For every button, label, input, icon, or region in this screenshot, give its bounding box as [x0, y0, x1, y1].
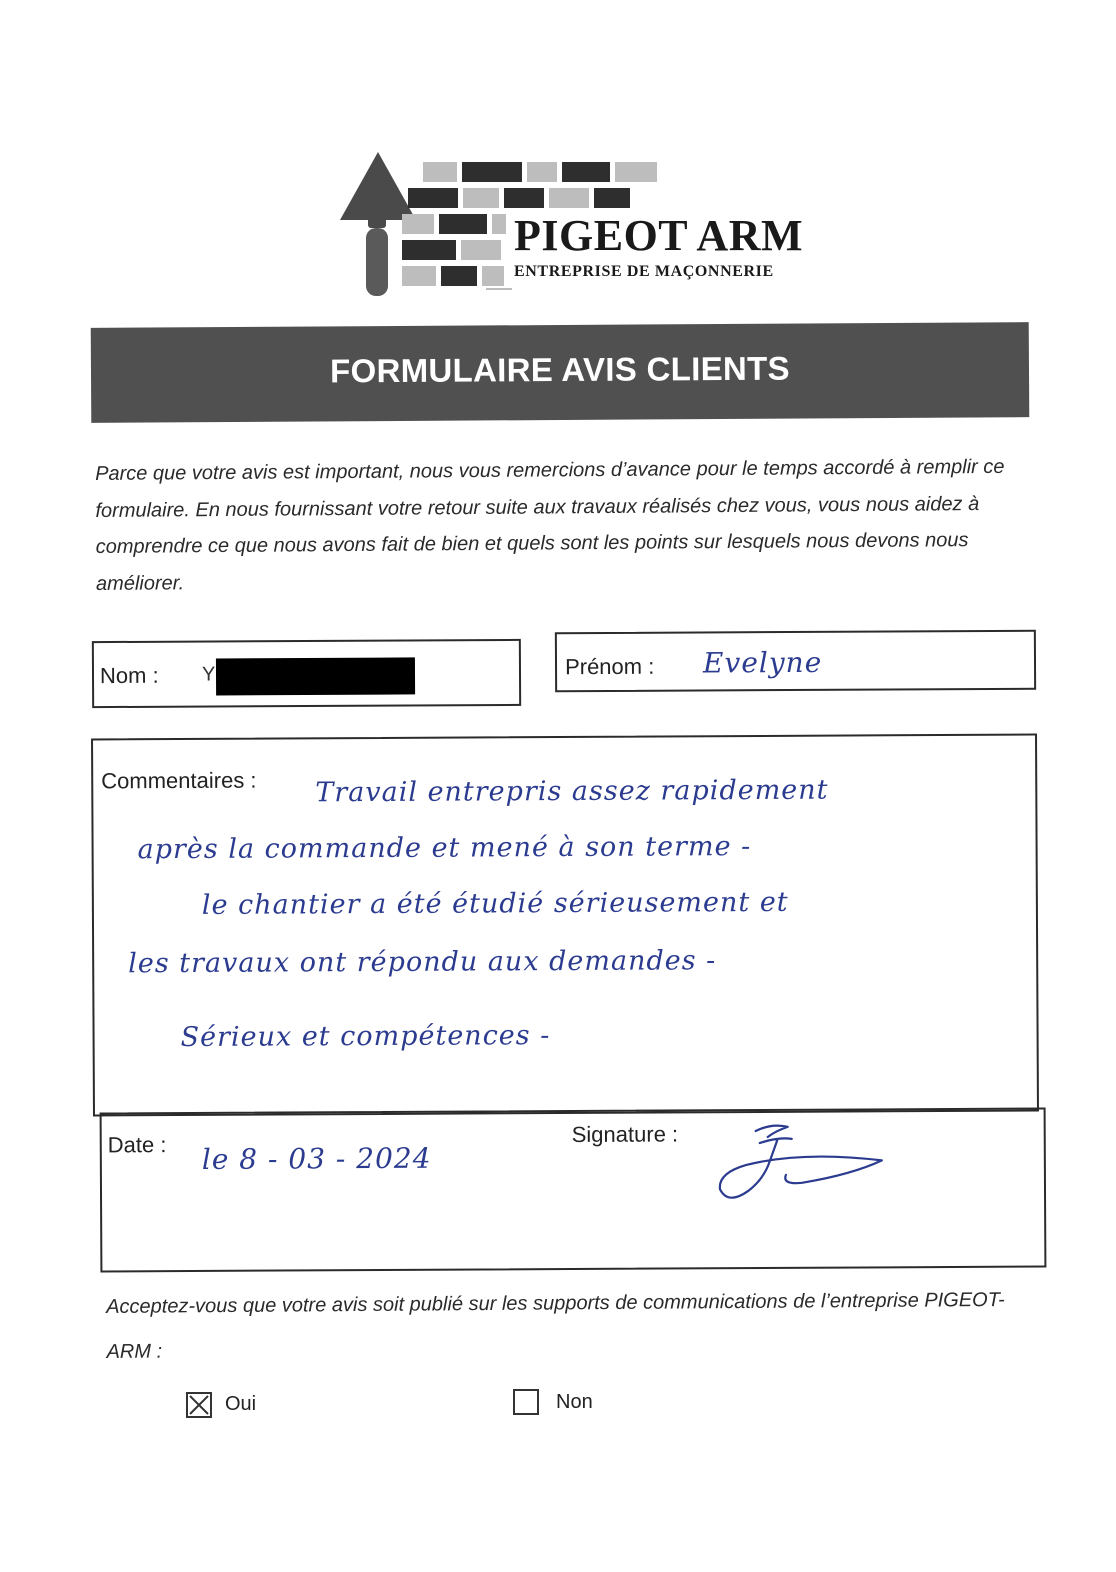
comment-line: après la commande et mené à son terme -: [137, 831, 752, 866]
comment-line: le chantier a été étudié sérieusement et: [201, 886, 789, 921]
page-title: FORMULAIRE AVIS CLIENTS: [329, 349, 790, 390]
date-signature-field[interactable]: [100, 1108, 1047, 1273]
comment-line: les travaux ont répondu aux demandes -: [128, 945, 717, 980]
company-logo: [338, 150, 838, 300]
consent-question: Acceptez-vous que votre avis soit publié sur les supports de communications de l’entreprise PIGEOT-ARM :: [106, 1288, 1005, 1363]
brand-subtitle: ENTREPRISE DE MAÇONNERIE: [514, 263, 774, 280]
prenom-field[interactable]: [555, 630, 1036, 693]
comment-line: Sérieux et compétences -: [180, 1020, 551, 1054]
date-value: le 8 - 03 - 2024: [201, 1141, 432, 1176]
redaction-bar: [216, 657, 415, 695]
prenom-value: Evelyne: [702, 645, 823, 680]
non-checkbox[interactable]: [513, 1389, 539, 1415]
comments-field[interactable]: [91, 734, 1039, 1117]
oui-checkbox[interactable]: [186, 1392, 212, 1418]
comment-line: Travail entrepris assez rapidement: [315, 774, 829, 809]
intro-paragraph: Parce que votre avis est important, nous vous remercions d’avance pour le temps accordé à remplir ce formulaire. En nous fournissant votre retour suite aux travaux réalisés chez vous, vous nous aidez à comprendre ce que nous avons fait de bien et quels sont les points sur lesquels nous devons nous améliorer.: [95, 455, 1005, 595]
date-label: Date :: [107, 1132, 167, 1158]
title-banner: [91, 322, 1030, 423]
comments-label: Commentaires :: [101, 767, 257, 794]
non-label: Non: [556, 1391, 593, 1413]
brand-name: PIGEOT ARM: [514, 211, 804, 260]
nom-field[interactable]: [92, 639, 521, 708]
signature-label: Signature :: [571, 1121, 679, 1148]
nom-value: Y: [201, 663, 216, 686]
check-mark-icon: [188, 1394, 210, 1416]
nom-label: Nom :: [99, 662, 159, 689]
signature-mark: [712, 1116, 892, 1207]
oui-label: Oui: [225, 1393, 257, 1415]
prenom-label: Prénom :: [564, 653, 655, 680]
